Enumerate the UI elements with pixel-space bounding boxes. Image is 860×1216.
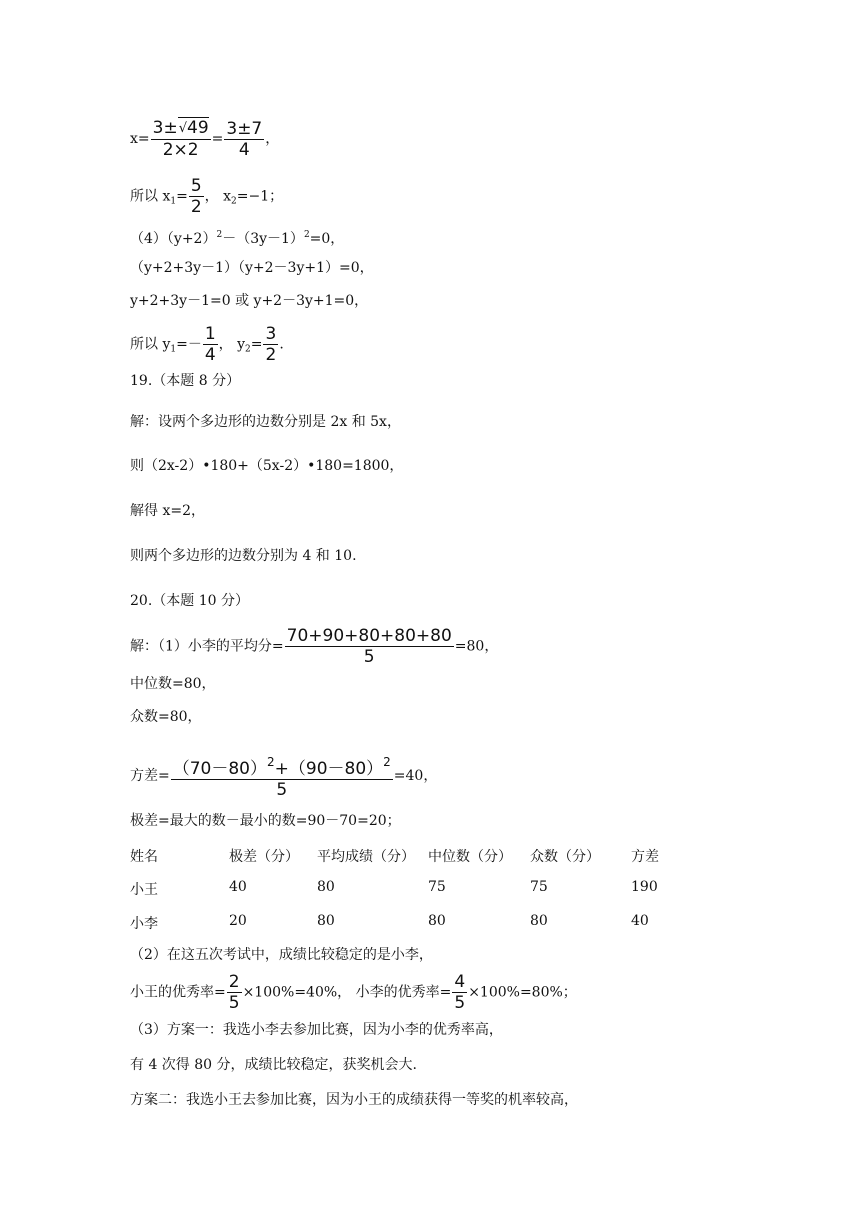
text: =40，	[393, 768, 438, 784]
fraction-numerator: 70+90+80+80+80	[286, 626, 452, 646]
fraction	[151, 118, 211, 160]
fraction-denominator: 5	[276, 780, 288, 800]
subscript: 1	[170, 344, 177, 355]
equation-part4-step3: y+2+3y－1=0 或 y+2－3y+1=0，	[130, 293, 369, 309]
text: .	[279, 336, 284, 353]
table-header: 方差	[631, 849, 659, 865]
fraction-denominator: 5	[454, 993, 466, 1013]
fraction-denominator: 4	[238, 139, 250, 160]
text: =80，	[454, 638, 499, 655]
fraction-denominator: 2	[265, 345, 277, 365]
fraction	[227, 972, 242, 1013]
table-cell: 20	[229, 913, 247, 929]
superscript: 2	[303, 230, 310, 240]
equation-result-x	[130, 176, 283, 217]
table-header: 众数（分）	[530, 849, 600, 865]
q19-equation: 则（2x-2）•180+（5x-2）•180=1800，	[130, 458, 404, 474]
fraction-numerator: 5	[190, 176, 202, 196]
equation-part4-step1	[130, 226, 344, 248]
fraction-denominator: 2×2	[162, 140, 199, 160]
q20-title: 20.（本题 10 分）	[130, 593, 249, 609]
q20-variance	[130, 752, 437, 800]
text: =－	[176, 336, 202, 353]
fraction-numerator: 2	[228, 972, 240, 992]
table-row	[130, 913, 770, 931]
fraction-numerator: （70－80）	[172, 759, 267, 779]
text: （4）（y+2）	[130, 231, 217, 247]
fraction-denominator: 5	[363, 647, 375, 667]
table-header-row	[130, 846, 770, 864]
text: －（3y－1）	[222, 231, 304, 247]
fraction	[263, 324, 278, 365]
table-header: 极差（分）	[229, 849, 299, 865]
q19-solution: 解：设两个多边形的边数分别是 2x 和 5x，	[130, 414, 401, 430]
fraction-numerator: 3±	[152, 118, 178, 138]
table-cell: 75	[428, 879, 446, 895]
text: 所以 x	[130, 188, 171, 205]
text: 方差=	[130, 768, 170, 784]
radical-sign: √	[178, 121, 187, 136]
part2-stable: （2）在这五次考试中，成绩比较稳定的是小李，	[130, 947, 433, 963]
table-header: 姓名	[130, 849, 158, 865]
q20-range: 极差=最大的数－最小的数=90－70=20；	[130, 813, 401, 829]
fraction	[285, 626, 454, 667]
table-cell: 80	[317, 913, 335, 929]
superscript: 2	[267, 755, 275, 769]
fraction-numerator: 3±7	[226, 118, 263, 139]
q19-x-value: 解得 x=2，	[130, 503, 205, 519]
text: ， x	[204, 188, 232, 205]
subscript: 1	[170, 196, 177, 207]
equals-sign: =	[176, 188, 188, 205]
eq-lhs: x=	[130, 131, 150, 147]
equation-result-y	[130, 324, 284, 365]
superscript: 2	[383, 755, 391, 769]
q20-average	[130, 626, 498, 667]
equation-part4-step2: （y+2+3y－1）（y+2－3y+1）=0，	[130, 260, 374, 276]
text: =0，	[309, 231, 345, 247]
text: =−1；	[236, 188, 284, 205]
q20-median: 中位数=80，	[130, 676, 216, 692]
text: 所以 y	[130, 336, 171, 353]
text: +（90－80）	[274, 759, 384, 779]
equation-quadratic-roots	[130, 118, 279, 160]
table-cell: 75	[530, 879, 548, 895]
text: ， y	[218, 336, 246, 353]
part3-line2: 有 4 次得 80 分，成绩比较稳定，获奖机会大.	[130, 1057, 417, 1073]
text: ×100%=80%；	[468, 984, 577, 1001]
fraction-denominator: 4	[204, 345, 216, 365]
text: 解：（1）小李的平均分=	[130, 638, 284, 655]
table-row	[130, 879, 770, 897]
table-header: 平均成绩（分）	[317, 849, 415, 865]
part2-excellence-rate	[130, 972, 577, 1013]
part3-line1: （3）方案一：我选小李去参加比赛，因为小李的优秀率高，	[130, 1022, 503, 1038]
q19-answer: 则两个多边形的边数分别为 4 和 10.	[130, 548, 357, 564]
text: ×100%=40%， 小李的优秀率=	[242, 984, 452, 1001]
fraction-denominator: 5	[228, 993, 240, 1013]
table-cell: 小李	[130, 916, 158, 932]
table-cell: 80	[428, 913, 446, 929]
fraction-numerator: 1	[204, 324, 216, 344]
subscript: 2	[231, 196, 237, 207]
punct: ，	[265, 131, 280, 147]
equals-sign: =	[211, 131, 224, 147]
sqrt-radicand: √49	[178, 118, 209, 138]
superscript: 2	[216, 230, 223, 240]
table-cell: 80	[317, 879, 335, 895]
fraction-numerator: 3	[265, 324, 277, 344]
fraction	[452, 972, 467, 1013]
fraction	[189, 176, 204, 217]
text: 小王的优秀率=	[130, 984, 226, 1001]
subscript: 2	[245, 344, 251, 355]
fraction-denominator: 2	[190, 197, 202, 217]
q20-mode: 众数=80，	[130, 709, 202, 725]
fraction	[203, 324, 218, 365]
table-cell: 40	[229, 879, 247, 895]
fraction-numerator: 4	[454, 972, 466, 992]
table-cell: 190	[631, 879, 658, 895]
text: =	[250, 336, 263, 353]
q19-title: 19.（本题 8 分）	[130, 373, 241, 389]
fraction	[224, 119, 264, 160]
table-cell: 小王	[130, 882, 158, 898]
part3-line3: 方案二：我选小王去参加比赛，因为小王的成绩获得一等奖的机率较高，	[130, 1092, 578, 1108]
table-cell: 40	[631, 913, 649, 929]
table-cell: 80	[530, 913, 548, 929]
table-header: 中位数（分）	[428, 849, 512, 865]
fraction	[171, 752, 393, 800]
